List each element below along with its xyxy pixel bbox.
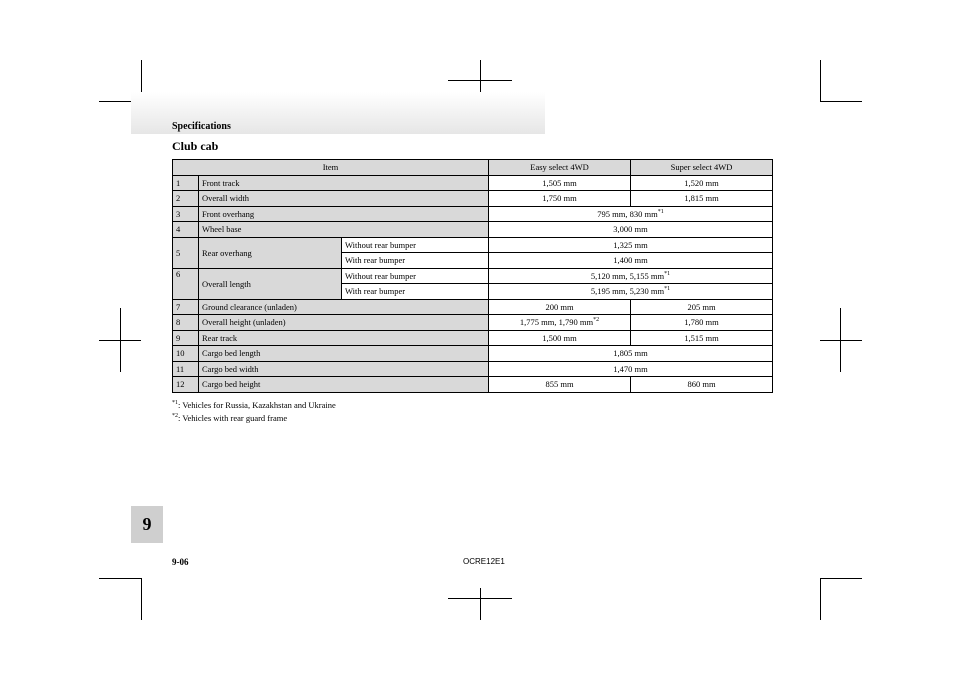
value-super: 205 mm	[631, 299, 773, 315]
value-easy: 1,505 mm	[489, 175, 631, 191]
table-row	[173, 222, 773, 238]
table-row	[173, 206, 773, 222]
document-code: OCRE12E1	[463, 557, 505, 566]
row-item: Overall height (unladen)	[199, 315, 489, 331]
header-item: Item	[173, 160, 489, 176]
row-item: Ground clearance (unladen)	[199, 299, 489, 315]
value-super: 860 mm	[631, 377, 773, 393]
row-number: 3	[173, 206, 199, 222]
page-number: 9-06	[172, 557, 189, 567]
row-item: Overall width	[199, 191, 489, 207]
table-row	[173, 346, 773, 362]
value-both: 5,120 mm, 5,155 $mm^{*1}$	[489, 268, 773, 284]
row-number: 12	[173, 377, 199, 393]
row-subitem: With rear bumper	[342, 253, 489, 269]
table-row	[173, 237, 773, 253]
value-both: 1,325 mm	[489, 237, 773, 253]
row-number: 11	[173, 361, 199, 377]
value-easy: 200 mm	[489, 299, 631, 315]
row-subitem: Without rear bumper	[342, 268, 489, 284]
value-easy: 1,750 mm	[489, 191, 631, 207]
header-easy: Easy select 4WD	[489, 160, 631, 176]
row-item: Rear track	[199, 330, 489, 346]
row-item: Cargo bed length	[199, 346, 489, 362]
table-row	[173, 299, 773, 315]
footnotes	[172, 398, 336, 424]
header-super: Super select 4WD	[631, 160, 773, 176]
table-row	[173, 268, 773, 284]
value-super: 1,780 mm	[631, 315, 773, 331]
table-row	[173, 377, 773, 393]
chapter-tab: 9	[131, 506, 163, 543]
value-both: 795 mm, 830 $mm^{*1}$	[489, 206, 773, 222]
row-number: 10	[173, 346, 199, 362]
footnote: $^{*1}$: Vehicles for Russia, Kazakhstan and Ukraine	[172, 399, 336, 410]
value-both: 1,805 mm	[489, 346, 773, 362]
row-item: Front overhang	[199, 206, 489, 222]
row-number: 6	[173, 268, 199, 299]
value-both: 1,470 mm	[489, 361, 773, 377]
value-easy: 855 mm	[489, 377, 631, 393]
page-title: Club cab	[172, 139, 219, 153]
value-both: 5,195 mm, 5,230 $mm^{*1}$	[489, 284, 773, 300]
row-item: Front track	[199, 175, 489, 191]
row-item: Rear overhang	[199, 237, 342, 268]
row-number: 8	[173, 315, 199, 331]
row-number: 5	[173, 237, 199, 268]
table-row	[173, 315, 773, 331]
row-number: 2	[173, 191, 199, 207]
row-item: Cargo bed height	[199, 377, 489, 393]
spec-table	[172, 159, 773, 393]
row-number: 1	[173, 175, 199, 191]
value-easy: 1,500 mm	[489, 330, 631, 346]
value-super: 1,515 mm	[631, 330, 773, 346]
footnote: $^{*2}$: Vehicles with rear guard frame	[172, 412, 288, 423]
row-item: Overall length	[199, 268, 342, 299]
row-number: 7	[173, 299, 199, 315]
table-row	[173, 330, 773, 346]
row-subitem: With rear bumper	[342, 284, 489, 300]
table-header-row	[173, 160, 773, 176]
section-label: Specifications	[172, 121, 231, 132]
value-super: 1,520 mm	[631, 175, 773, 191]
row-item: Wheel base	[199, 222, 489, 238]
value-easy: 1,775 mm, 1,790 $mm^{*2}$	[489, 315, 631, 331]
table-row	[173, 175, 773, 191]
row-subitem: Without rear bumper	[342, 237, 489, 253]
value-both: 3,000 mm	[489, 222, 773, 238]
value-super: 1,815 mm	[631, 191, 773, 207]
row-number: 4	[173, 222, 199, 238]
row-number: 9	[173, 330, 199, 346]
row-item: Cargo bed width	[199, 361, 489, 377]
value-both: 1,400 mm	[489, 253, 773, 269]
table-row	[173, 361, 773, 377]
table-row	[173, 191, 773, 207]
